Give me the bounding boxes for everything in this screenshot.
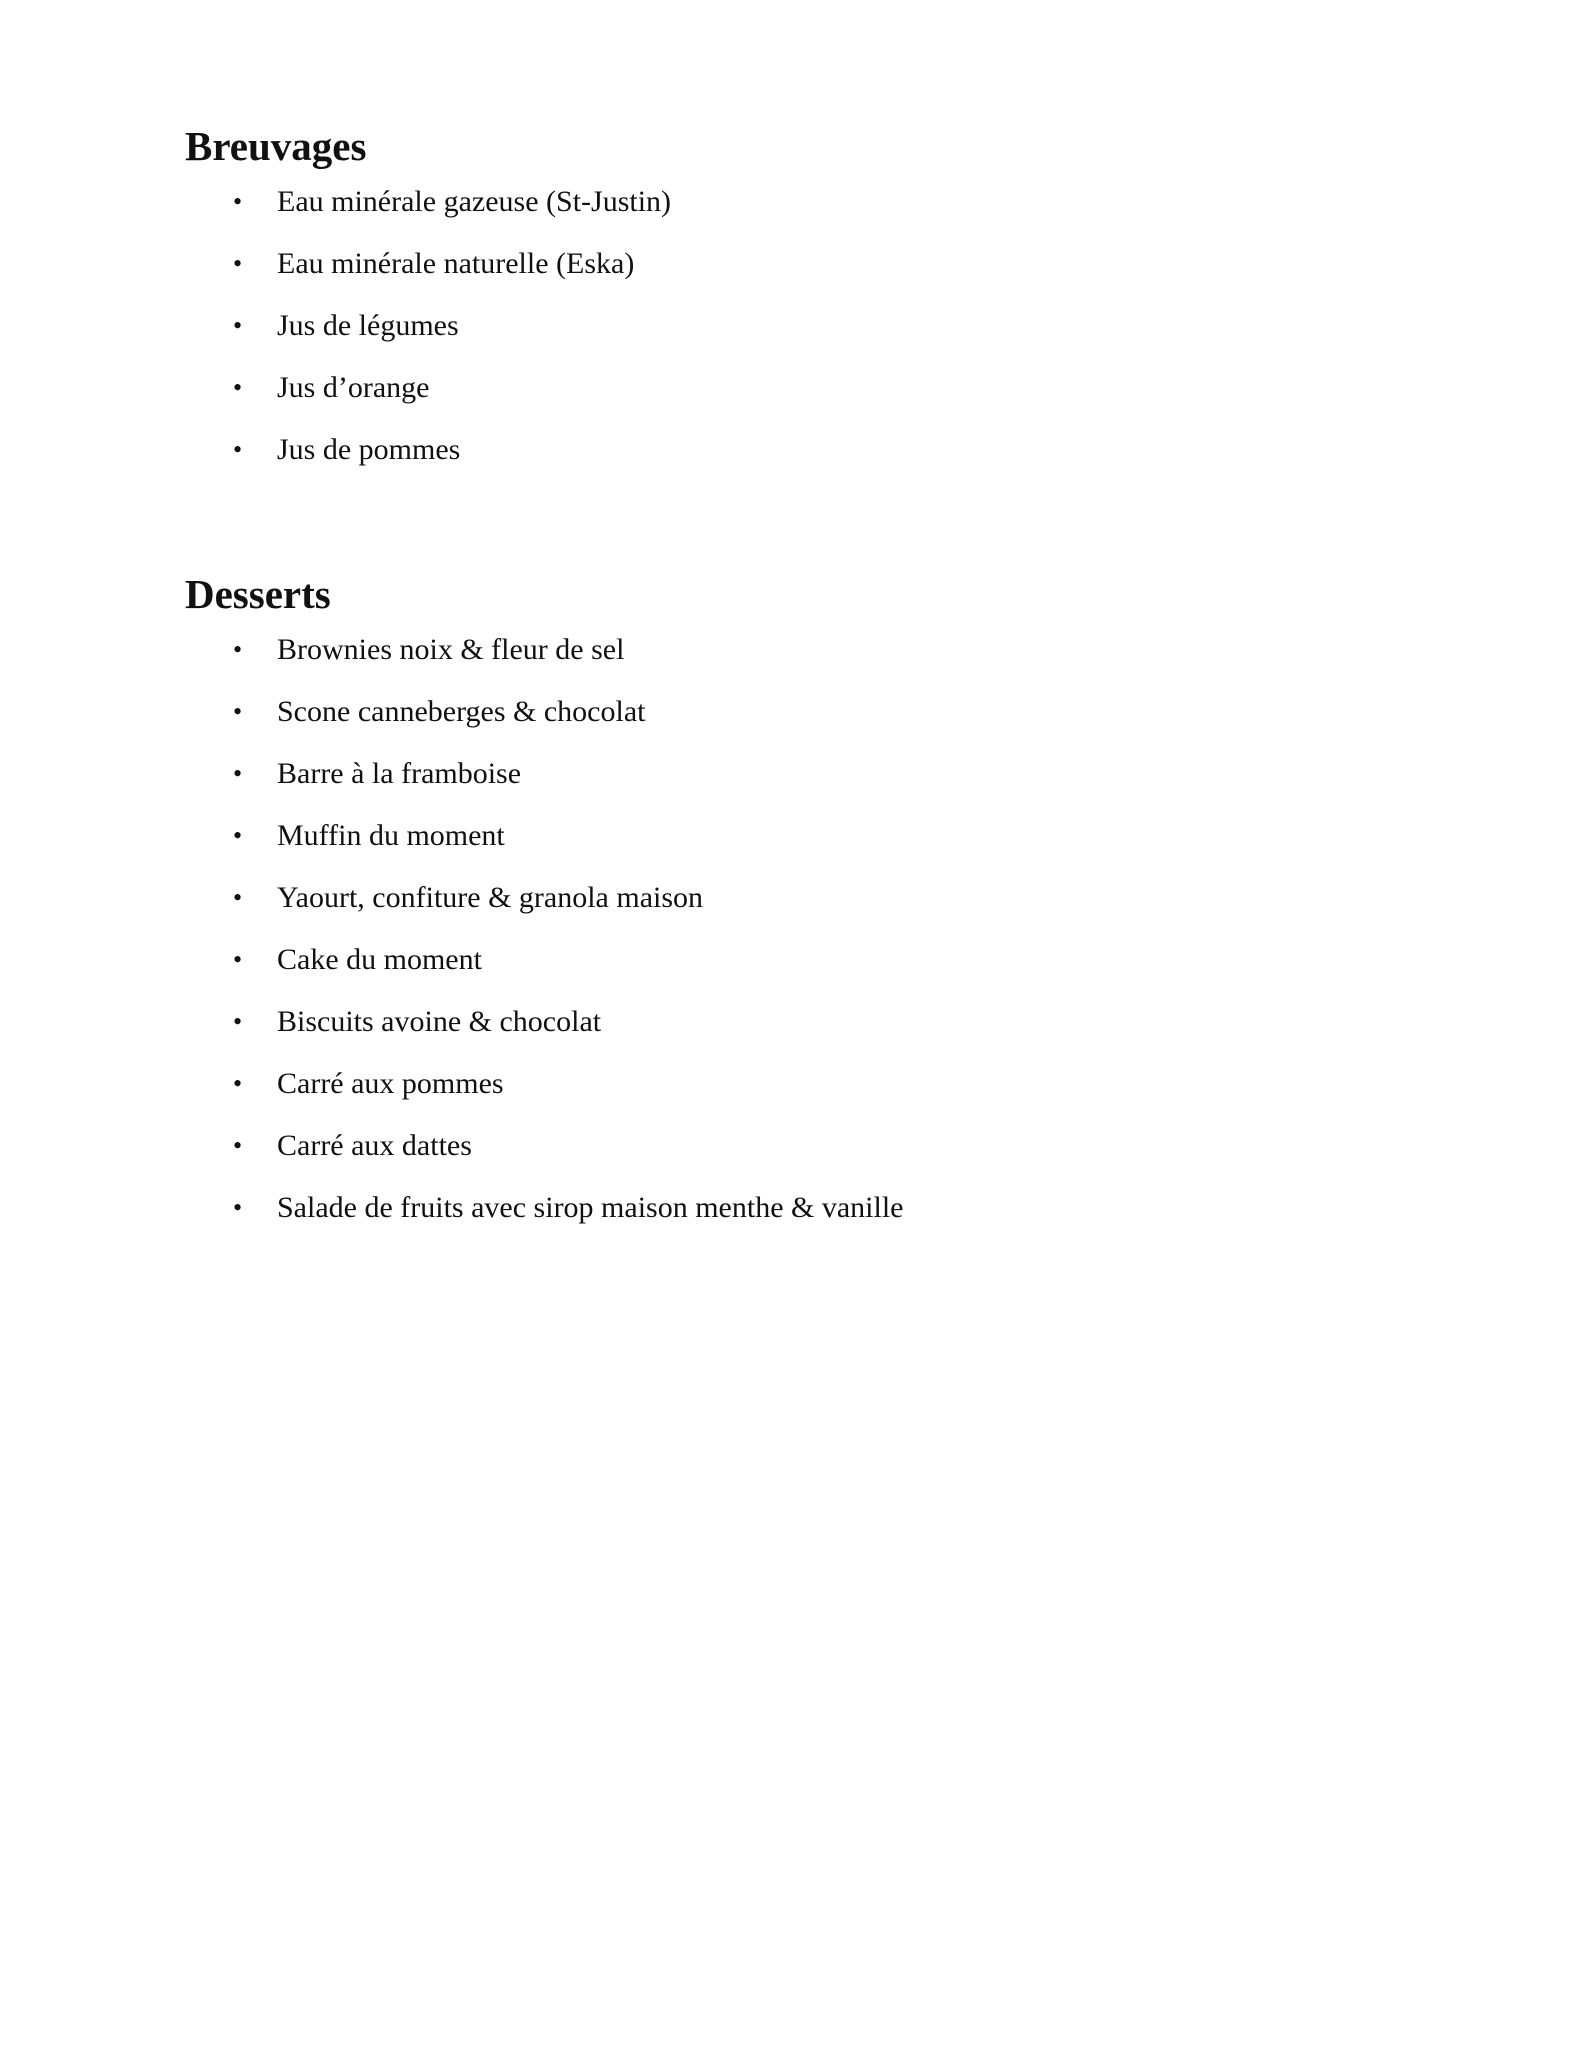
bullet-icon: • [233, 311, 243, 340]
bullet-icon: • [233, 1069, 243, 1098]
list-item-label: Biscuits avoine & chocolat [277, 1005, 602, 1038]
list-item-label: Salade de fruits avec sirop maison menthe & vanille [277, 1191, 904, 1224]
bullet-icon: • [233, 697, 243, 726]
section-heading: Breuvages [185, 123, 367, 169]
list-item [185, 816, 903, 878]
list-item [185, 1002, 903, 1064]
list-item [185, 306, 671, 368]
bullet-icon: • [233, 945, 243, 974]
list-item-label: Carré aux pommes [277, 1067, 504, 1100]
list-item [185, 754, 903, 816]
list-item-label: Cake du moment [277, 943, 482, 976]
section-heading: Desserts [185, 571, 331, 617]
bullet-icon: • [233, 635, 243, 664]
list-item-label: Eau minérale gazeuse (St-Justin) [277, 185, 672, 218]
bullet-icon: • [233, 435, 243, 464]
list-item-label: Yaourt, confiture & granola maison [277, 881, 704, 914]
breuvages-list [185, 182, 671, 492]
bullet-icon: • [233, 187, 243, 216]
bullet-icon: • [233, 1131, 243, 1160]
section-breuvages [185, 120, 671, 492]
list-item-label: Muffin du moment [277, 819, 505, 852]
list-item-label: Jus d’orange [277, 371, 430, 404]
list-item [185, 630, 903, 692]
list-item-label: Eau minérale naturelle (Eska) [277, 247, 635, 280]
bullet-icon: • [233, 373, 243, 402]
list-item [185, 878, 903, 940]
desserts-list [185, 630, 903, 1250]
bullet-icon: • [233, 883, 243, 912]
list-item [185, 244, 671, 306]
list-item [185, 692, 903, 754]
list-item [185, 368, 671, 430]
list-item [185, 430, 671, 492]
bullet-icon: • [233, 249, 243, 278]
list-item-label: Jus de pommes [277, 433, 461, 466]
list-item [185, 1064, 903, 1126]
list-item-label: Carré aux dattes [277, 1129, 472, 1162]
list-item-label: Barre à la framboise [277, 757, 522, 790]
bullet-icon: • [233, 1193, 243, 1222]
list-item-label: Jus de légumes [277, 309, 459, 342]
list-item-label: Brownies noix & fleur de sel [277, 633, 625, 666]
list-item-label: Scone canneberges & chocolat [277, 695, 646, 728]
bullet-icon: • [233, 759, 243, 788]
list-item [185, 940, 903, 1002]
list-item [185, 182, 671, 244]
bullet-icon: • [233, 1007, 243, 1036]
list-item [185, 1126, 903, 1188]
bullet-icon: • [233, 821, 243, 850]
section-desserts [185, 568, 903, 1250]
list-item [185, 1188, 903, 1250]
